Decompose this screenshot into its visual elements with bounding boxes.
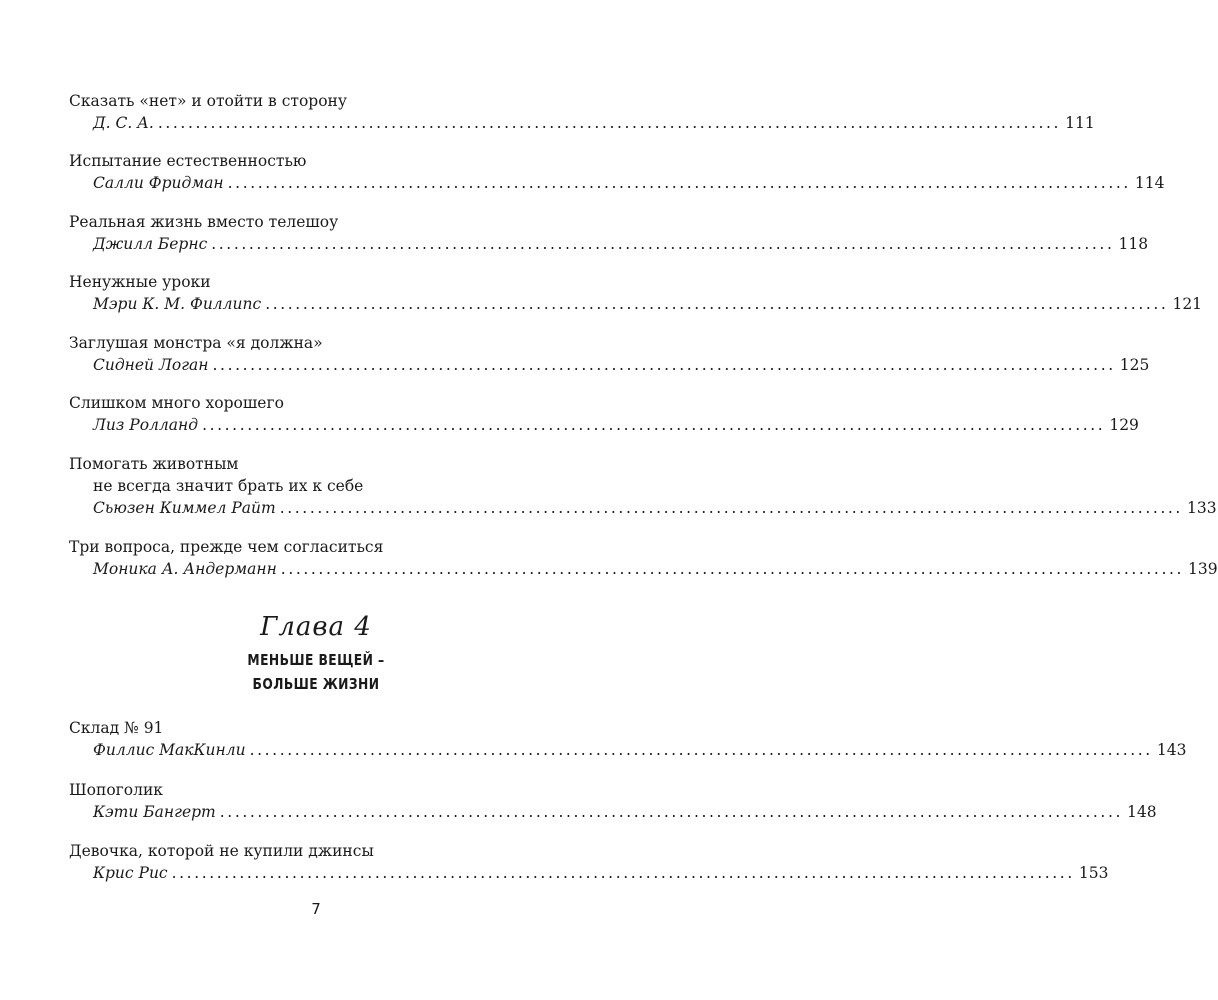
entry-author-line (69, 293, 1203, 315)
entry-author: Мэри К. М. Филлипс (93, 295, 262, 313)
entry-author: Кэти Бангерт (93, 803, 216, 821)
entry-author-line (69, 801, 1157, 823)
entry-author-line (69, 497, 1217, 519)
leader-dots: ........................................................................................................................ (212, 356, 1116, 374)
leader-dots: ........................................................................................................................ (249, 741, 1153, 759)
toc-entry (69, 150, 1165, 194)
entry-page-number: 148 (1127, 803, 1157, 821)
entry-page-number: 139 (1188, 560, 1218, 578)
entry-author: Сьюзен Киммел Райт (93, 499, 276, 517)
entry-title: Реальная жизнь вместо телешоу (69, 213, 339, 231)
entry-page-number: 143 (1156, 741, 1187, 759)
toc-entry (69, 536, 1218, 580)
entry-title: Сказать «нет» и отойти в сторону (69, 92, 348, 110)
entry-title: Девочка, которой не купили джинсы (69, 842, 374, 860)
toc-entry (69, 90, 1095, 134)
entry-title: Склад № 91 (69, 719, 164, 737)
entry-author-line (69, 233, 1149, 255)
entry-page-number: 114 (1134, 174, 1165, 192)
leader-dots: ........................................................................................................................ (227, 174, 1131, 192)
entry-title: Шопоголик (69, 781, 163, 799)
entry-page-number: 118 (1118, 235, 1149, 253)
toc-entry (69, 332, 1150, 376)
entry-title: Три вопроса, прежде чем согласиться (69, 538, 384, 556)
leader-dots: ........................................................................................................................ (202, 416, 1106, 434)
chapter-name-line2: БОЛЬШЕ ЖИЗНИ (252, 675, 380, 693)
entry-author: Лиз Ролланд (93, 416, 199, 434)
leader-dots: ........................................................................................................................ (279, 499, 1183, 517)
toc-entry (69, 392, 1139, 436)
entry-author-line (69, 739, 1187, 761)
entry-title: Слишком много хорошего (69, 394, 284, 412)
entry-author: Моника А. Андерманн (93, 560, 277, 578)
entry-page-number: 129 (1109, 416, 1139, 434)
entry-author-line (69, 172, 1165, 194)
entry-title: Испытание естественностью (69, 152, 307, 170)
entry-author: Сидней Логан (93, 356, 209, 374)
toc-entry (69, 211, 1149, 255)
toc-entry (69, 840, 1109, 884)
toc-entry (69, 717, 1187, 761)
entry-page-number: 153 (1078, 864, 1109, 882)
entry-author: Джилл Бернс (93, 235, 208, 253)
leader-dots: ........................................................................................................................ (265, 295, 1169, 313)
entry-title-continued: не всегда значит брать их к себе (93, 477, 364, 495)
entry-author: Крис Рис (93, 864, 168, 882)
entry-author-line (69, 558, 1218, 580)
leader-dots: ........................................................................................................................ (211, 235, 1115, 253)
leader-dots: ........................................................................................................................ (280, 560, 1185, 578)
chapter-label: Глава 4 (260, 612, 372, 642)
entry-title: Заглушая монстра «я должна» (69, 334, 323, 352)
entry-page-number: 125 (1119, 356, 1150, 374)
toc-entry (69, 779, 1157, 823)
entry-page-number: 111 (1065, 114, 1095, 132)
leader-dots: ........................................................................................................................ (219, 803, 1124, 821)
entry-author: Филлис МакКинли (93, 741, 246, 759)
chapter-name-line1: МЕНЬШЕ ВЕЩЕЙ – (247, 651, 385, 669)
toc-entry (69, 453, 1217, 519)
page-number: 7 (311, 900, 321, 918)
leader-dots: ........................................................................................................................ (171, 864, 1075, 882)
toc-entry (69, 271, 1203, 315)
entry-author: Салли Фридман (93, 174, 224, 192)
entry-title: Ненужные уроки (69, 273, 211, 291)
entry-author-line (69, 354, 1150, 376)
entry-author: Д. С. А. (93, 114, 154, 132)
leader-dots: ........................................................................................................................ (157, 114, 1062, 132)
chapter-heading (0, 612, 632, 696)
entry-author-line (69, 414, 1139, 436)
entry-page-number: 133 (1186, 499, 1217, 517)
entry-author-line (69, 112, 1095, 134)
entry-page-number: 121 (1172, 295, 1203, 313)
entry-title: Помогать животным (69, 455, 239, 473)
entry-author-line (69, 862, 1109, 884)
